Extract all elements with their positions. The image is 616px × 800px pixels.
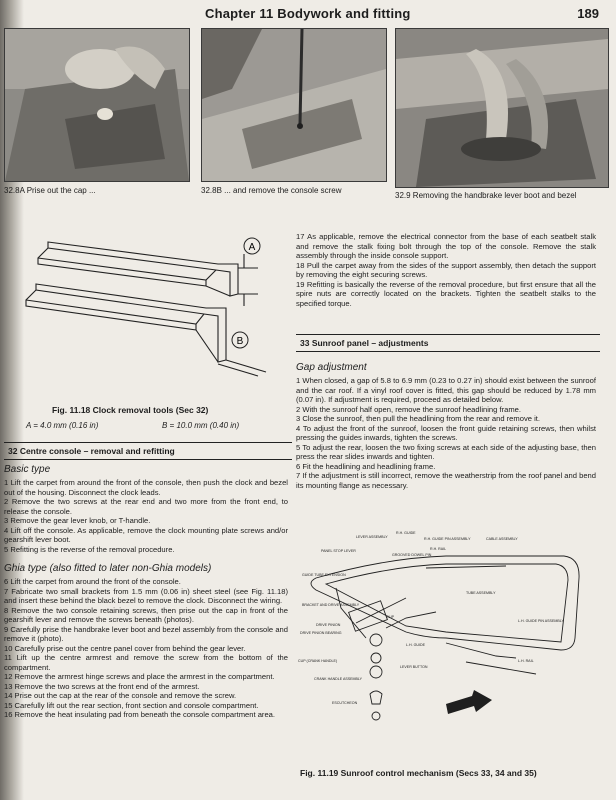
ghia-step: 11 Lift up the centre armrest and remove the screw from the bottom of the compartment.	[4, 653, 288, 672]
gap-step: 1 When closed, a gap of 5.8 to 6.9 mm (0.23 to 0.27 in) should exist between the sunroof and the car roof. If a vinyl roof cover is fitted, this gap should be reduced by 1.78 mm (0.07 in). If adjustment is required, proceed as detailed below.	[296, 376, 596, 404]
ghia-step: 16 Remove the heat insulating pad from beneath the console compartment area.	[4, 710, 276, 719]
label-clip: CLIP	[386, 615, 394, 619]
label-drive-pinion-bearing: DRIVE PINION BEARING	[300, 631, 342, 635]
basic-step: 2 Remove the two screws at the rear end and two more from the front end, to release the console.	[4, 497, 288, 516]
label-grooved-dowel-pin: GROOVED DOWEL PIN	[392, 553, 432, 557]
label-lh-guide-pin: L.H. GUIDE PIN ASSEMBLY	[518, 619, 564, 623]
label-lever-assembly: LEVER ASSEMBLY	[356, 535, 388, 539]
photo-handbrake-boot	[395, 28, 609, 188]
basic-step: 1 Lift the carpet from around the front of the console, then push the clock and bezel out of the housing. Disconnect the clock leads.	[4, 478, 288, 497]
label-guide-tube-extension: GUIDE TUBE EXTENSION	[302, 573, 346, 577]
basic-type-heading: Basic type	[4, 464, 51, 475]
chapter-title: Chapter 11 Bodywork and fitting	[205, 6, 411, 21]
gap-step: 3 Close the sunroof, then pull the headlining from the rear and remove it.	[296, 414, 540, 423]
gap-step: 2 With the sunroof half open, remove the sunroof headlining frame.	[296, 404, 521, 414]
fig-11-19-caption: Fig. 11.19 Sunroof control mechanism (Secs 33, 34 and 35)	[300, 768, 537, 778]
section-32-heading: 32 Centre console – removal and refitting	[4, 442, 292, 460]
ghia-step: 15 Carefully lift out the rear section, front section and console compartment.	[4, 700, 259, 710]
label-cable-assembly: CABLE ASSEMBLY	[486, 537, 518, 541]
photo-prise-cap	[4, 28, 190, 182]
label-rh-rail: R.H. RAIL	[430, 547, 447, 551]
ghia-step: 8 Remove the two console retaining screws, then prise out the cap in front of the gearshift lever and remove the screws beneath (photos).	[4, 605, 288, 624]
ghia-type-steps	[4, 577, 288, 720]
label-crank-handle-assembly: CRANK HANDLE ASSEMBLY	[314, 677, 363, 681]
tool-label-b: B	[236, 336, 244, 347]
ghia-step: 10 Carefully prise out the centre panel cover from behind the gear lever.	[4, 643, 246, 653]
gap-step: 6 Fit the headlining and headlining frame.	[296, 461, 436, 471]
label-bracket-drive-assembly: BRACKET AND DRIVE ASSEMBLY	[302, 603, 360, 607]
fig-11-18-caption: Fig. 11.18 Clock removal tools (Sec 32)	[52, 405, 209, 415]
console-steps-continued	[296, 232, 596, 308]
page-header	[195, 4, 605, 24]
gap-step: 5 To adjust the rear, loosen the two fixing screws at each side of the adjusting base, then press the rear slides inwards and tighten.	[296, 442, 596, 461]
basic-step: 4 Lift off the console. As applicable, remove the clock mounting plate screws and/or gearshift lever boot.	[4, 525, 288, 544]
label-cup-crank-handle: CUP (CRANK HANDLE)	[298, 659, 338, 663]
console-step: 18 Pull the carpet away from the sides of the support assembly, then detach the support by removing the eight securing screws.	[296, 260, 596, 279]
basic-step: 3 Remove the gear lever knob, or T-handle.	[4, 516, 151, 525]
tool-label-a: A	[248, 242, 256, 253]
gap-adjustment-heading: Gap adjustment	[296, 362, 367, 373]
gap-adjustment-steps	[296, 376, 596, 490]
label-lh-rail: L.H. RAIL	[518, 659, 534, 663]
sunroof-mechanism-figure	[296, 528, 606, 758]
label-rh-guide: R.H. GUIDE	[396, 531, 416, 535]
label-lh-guide: L.H. GUIDE	[406, 643, 425, 647]
dimension-a: A = 4.0 mm (0.16 in)	[26, 421, 99, 430]
ghia-type-heading: Ghia type (also fitted to later non-Ghia models)	[4, 563, 212, 574]
photo-caption-32-8a: 32.8A Prise out the cap ...	[4, 186, 96, 195]
label-escutcheon: ESCUTCHEON	[332, 701, 358, 705]
ghia-step: 9 Carefully prise the handbrake lever boot and bezel assembly from the console and remove it (photo).	[4, 624, 288, 643]
dimension-b: B = 10.0 mm (0.40 in)	[162, 421, 240, 430]
page-number: 189	[577, 6, 599, 21]
label-drive-pinion: DRIVE PINION	[316, 623, 341, 627]
label-tube-assembly: TUBE ASSEMBLY	[466, 591, 496, 595]
gap-step: 7 If the adjustment is still incorrect, remove the weatherstrip from the roof panel and bend its mounting flange as necessary.	[296, 471, 596, 490]
ghia-step: 13 Remove the two screws at the front end of the armrest.	[4, 681, 200, 691]
ghia-step: 6 Lift the carpet from around the front of the console.	[4, 577, 181, 586]
ghia-step: 7 Fabricate two small brackets from 1.5 mm (0.06 in) sheet steel (see Fig. 11.18) and insert these behind the black bezel to remove the clock. Disconnect the wiring.	[4, 586, 288, 605]
photo-caption-32-9: 32.9 Removing the handbrake lever boot and bezel	[395, 191, 577, 200]
clock-removal-tools-figure	[18, 224, 278, 402]
gap-step: 4 To adjust the front of the sunroof, loosen the front guide retaining screws, then whilst pressing the guides inwards, tighten the screws.	[296, 423, 596, 442]
console-step: 17 As applicable, remove the electrical connector from the base of each seatbelt stalk and remove the stalk fixing bolt through the top of the console. Remove the stalk assembly through the inside console support.	[296, 232, 596, 260]
label-lever-button: LEVER BUTTON	[400, 665, 428, 669]
basic-type-steps	[4, 478, 288, 554]
ghia-step: 14 Prise out the cap at the rear of the console and remove the screw.	[4, 691, 237, 700]
label-panel-stop-lever: PANEL STOP LEVER	[321, 549, 356, 553]
ghia-step: 12 Remove the armrest hinge screws and place the armrest in the compartment.	[4, 672, 275, 681]
photo-console-screw	[201, 28, 387, 182]
section-33-heading: 33 Sunroof panel – adjustments	[296, 334, 600, 352]
basic-step: 5 Refitting is the reverse of the removal procedure.	[4, 544, 175, 554]
photo-caption-32-8b: 32.8B ... and remove the console screw	[201, 186, 342, 195]
label-rh-guide-pin: R.H. GUIDE PIN ASSEMBLY	[424, 537, 471, 541]
console-step: 19 Refitting is basically the reverse of the removal procedure, but first ensure that all the spire nuts are correctly located on the brackets. Tighten the seatbelt stalks to the specified torque.	[296, 279, 596, 308]
